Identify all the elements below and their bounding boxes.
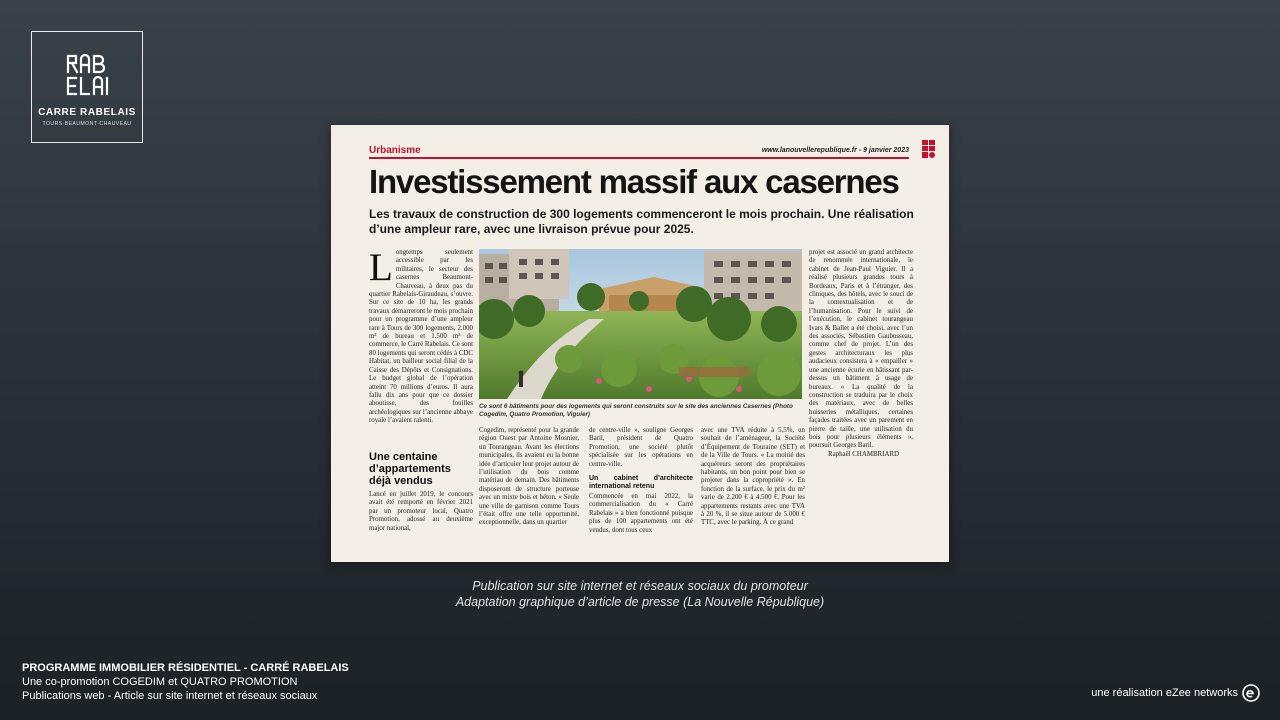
article-column-5 [809,249,913,459]
project-title: PROGRAMME IMMOBILIER RÉSIDENTIEL - CARRÉ RABELAIS [22,662,349,674]
column-5-text: projet est associé un grand architecte de renommée internationale, le cabinet de Jean-Paul Viguier. Il a réalisé plusieurs grandes tours à Bordeaux, Paris et à l’étranger, des cliniques, des hôtels, avec le souci de la contextualisation et de l’humanisation. Pour le suivi de l’exécution, le cabinet tourangeau Ivars & Ballet a été choisi, avec l’un des associés, Sébastien Gaubusseau, comme chef de projet. L’un des gestes architecturaux les plus audacieux consistera à « empailler » une ancienne écurie en bâtissant par-dessus un bâtiment à usage de bureaux. « La qualité de la construction se traduira par le choix des matériaux, avec de belles huisseries métalliques, certaines façades traitées avec un parement en pierre de taille, une utilisation du bois pour plusieurs éléments », poursuit Georges Baril. [809,249,913,450]
garden-rendering-image [479,249,802,399]
article-signature: Raphaël CHAMBRIARD [827,450,899,458]
article-column-2: Cogedim, représenté pour la grande région Ouest par Antoine Mosnier, un Tourangeau. Avant les élections municipales, ils avaient eu la bonne idée d’articuler leur projet autour de l’utilisation du bois comme matériau de demain. Des bâtiments disposeront de structure porteuse avec un mixte bois et béton. « Seule une ville de garnison comme Tours l’était offre une telle opportunité, exceptionnelle, dans un quartier [479,427,579,527]
drop-cap: L [369,246,393,289]
carre-rabelais-logo [31,31,143,143]
column-1-text: ongtemps seulement accessible par les militaires, le secteur des casernes Beaumont-Chauveau, à deux pas du quartier Rabelais-Giraudeau, s’ouvre. Sur ce site de 10 ha, les grands travaux démarreront le mois prochain pour un programme d’une ampleur rare à Tours de 300 logements, 2.000 m² de bureau et 1.500 m² de commerce, le Carré Rabelais. Ce sont 80 logements qui seront cédés à CDC Habitat, un bailleur social filial de la Caisse des Dépôts et Consignations. Le budget global de l’opération atteint 70 millions d’euros. Il aura fallu dix ans pour que ce dossier aboutisse, des fouilles archéologiques sur l’ancienne abbaye royale l’avaient ralenti. [369,249,473,425]
project-copromotion: Une co-promotion COGEDIM et QUATRO PROMOTION [22,676,298,688]
article-column-1 [369,246,473,426]
photo-caption: Ce sont 6 bâtiments pour des logements qui seront construits sur le site des anciennes Casernes (Photo Cogedim, Quatro Promotion, Viguier) [479,403,793,418]
agency-credit-text: une réalisation eZee networks [1091,687,1238,699]
article-column-3 [589,427,693,535]
publication-caption-line-1: Publication sur site internet et réseaux sociaux du promoteur [472,579,808,593]
rabelais-monogram-icon [65,52,111,100]
article-standfirst: Les travaux de construction de 300 logements commenceront le mois prochain. Une réalisation d’une ampleur rare, avec une livraison prévue pour 2025. [369,207,914,236]
publication-caption [0,579,1280,610]
article-subhead: Une centaine d’appartements déjà vendus [369,451,451,487]
column-3-subhead: Un cabinet d’architecte international retenu [589,475,693,491]
article-rubric: Urbanisme [369,145,421,156]
article-column-1b: Lancé en juillet 2019, le concours avait été remporté en février 2021 par un promoteur local, Quatro Promotion, adossé au deuxième major national, [369,491,473,532]
article-source: www.lanouvellerepublique.fr - 9 janvier 2023 [761,147,909,154]
agency-credit [1091,684,1260,702]
article-photo [479,249,802,399]
article-column-4: avec une TVA réduite à 5,5%, un souhait de l’aménageur, la Société d’Équipement de Touraine (SET) et de la Ville de Tours. « La moitié des acquéreurs seront des propriétaires habitants, un bon point pour bien se projeter dans la copropriété ». En fonction de la surface, le prix du m² varie de 2.200 € à 4.500 €. Pour les appartements restants avec une TVA à 20 %, il se situe autour de 5.000 € TTC, avec le parking. À ce grand [701,427,805,527]
article-headline: Investissement massif aux casernes [369,163,899,200]
rubric-divider [369,157,909,159]
column-3-text-2: Commencée en mai 2022, la commercialisation du « Carré Rabelais » a bien fonctionné puisque plus de 100 appartements ont été vendus, dont tous ceux [589,493,693,534]
logo-subtitle: TOURS·BEAUMONT·CHAUVEAU [42,121,132,127]
newspaper-article [331,125,949,562]
project-info [22,661,349,703]
publication-caption-line-2: Adaptation graphique d’article de presse (La Nouvelle République) [455,594,825,609]
ezee-networks-logo-icon [1242,684,1260,702]
column-3-text: de centre-ville », souligne Georges Baril, président de Quatro Promotion, une société plutôt spécialisée sur les opérations en centre-ville. [589,427,693,468]
project-publication-type: Publications web - Article sur site internet et réseaux sociaux [22,690,318,702]
logo-name: CARRE RABELAIS [38,107,136,118]
nouvelle-republique-logo-icon [922,140,935,158]
